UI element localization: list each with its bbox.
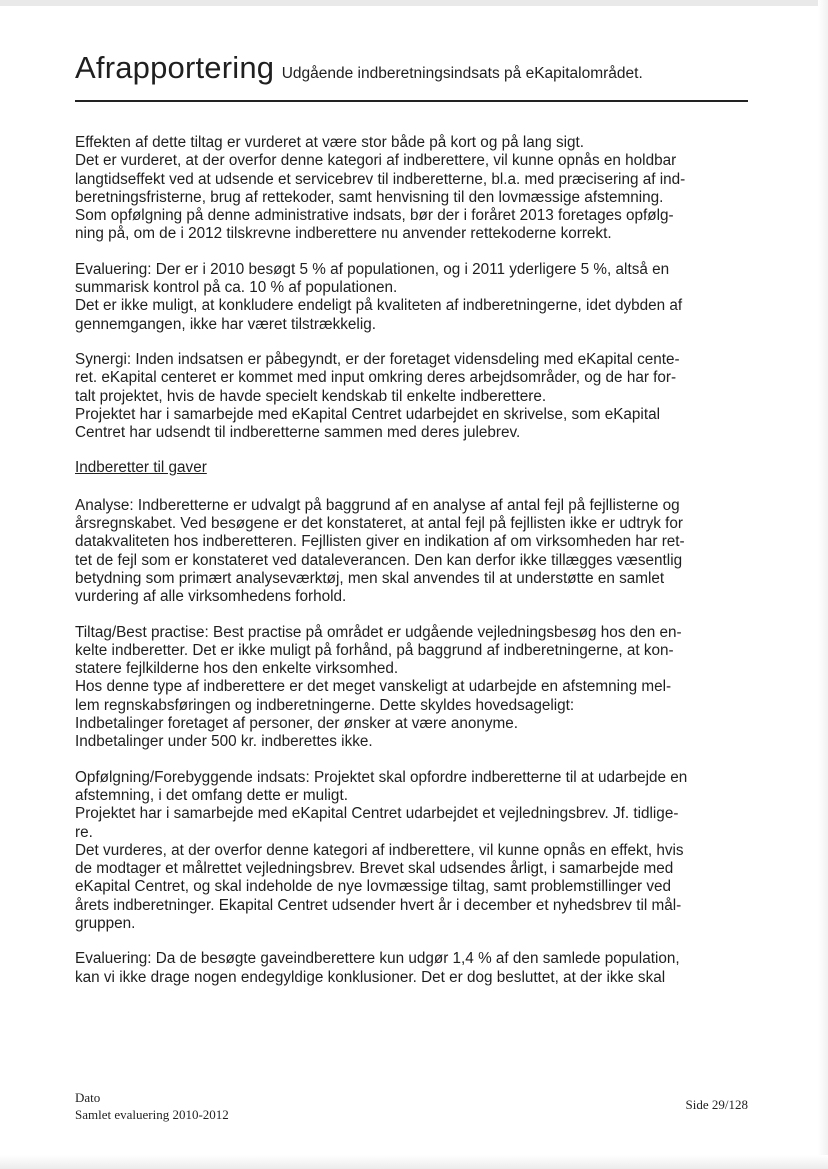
text-line: re. — [75, 823, 93, 841]
text-line: Det er vurderet, at der overfor denne kategori af indberettere, vil kunne opnås en holdbar — [75, 152, 677, 170]
text-line: talt projektet, hvis de havde specielt kendskab til enkelte indberettere. — [75, 387, 547, 405]
paragraph-best-practise — [75, 624, 748, 752]
page-header — [75, 50, 643, 86]
paragraph-effect — [75, 134, 748, 244]
text-line: Evaluering: Da de besøgte gaveindberettere kun udgør 1,4 % af den samlede population, — [75, 950, 680, 968]
text-line: Projektet har i samarbejde med eKapital Centret udarbejdet et vejledningsbrev. Jf. tidlige- — [75, 805, 679, 823]
text-line: vurdering af alle virksomhedens forhold. — [75, 588, 347, 606]
text-line: kan vi ikke drage nogen endegyldige konklusioner. Det er dog besluttet, at der ikke skal — [75, 968, 666, 986]
text-line: årets indberetninger. Ekapital Centret udsender hvert år i december et nyhedsbrev til mål- — [75, 896, 682, 914]
section-heading: Indberetter til gaver — [75, 459, 207, 477]
text-line: Som opfølgning på denne administrative indsats, bør der i foråret 2013 foretages opfølg- — [75, 207, 674, 225]
text-line: Evaluering: Der er i 2010 besøgt 5 % af populationen, og i 2011 yderligere 5 %, altså en — [75, 260, 670, 278]
text-line: Synergi: Inden indsatsen er påbegyndt, er der foretaget vidensdeling med eKapital cente- — [75, 350, 680, 368]
paragraph-follow-up — [75, 769, 748, 934]
text-line: ning på, om de i 2012 tilskrevne indberettere nu anvender rettekoderne korrekt. — [75, 225, 612, 243]
text-line: Hos denne type af indberettere er det meget vanskeligt at udarbejde en afstemning mel- — [75, 678, 672, 696]
text-line: summarisk kontrol på ca. 10 % af populationen. — [75, 279, 398, 297]
text-line: betydning som primært analyseværktøj, men skal anvendes til at understøtte en samlet — [75, 569, 665, 587]
text-line: gennemgangen, ikke har været tilstrækkelig. — [75, 315, 376, 333]
text-line: Effekten af dette tiltag er vurderet at være stor både på kort og på lang sigt. — [75, 134, 585, 151]
text-line: beretningsfristerne, brug af rettekoder, samt henvisning til den lovmæssige afstemning. — [75, 188, 664, 206]
text-line: Opfølgning/Forebyggende indsats: Projektet skal opfordre indberetterne til at udarbejde en — [75, 768, 688, 786]
header-rule — [75, 100, 748, 102]
scan-edge-bottom — [0, 1155, 828, 1169]
text-line: Det vurderes, at der overfor denne kategori af indberettere, vil kunne opnås en effekt, hvis — [75, 841, 684, 859]
text-line: Projektet har i samarbejde med eKapital Centret udarbejdet en skrivelse, som eKapital — [75, 405, 660, 423]
text-line: de modtager et målrettet vejledningsbrev. Brevet skal udsendes årligt, i samarbejde med — [75, 860, 674, 878]
text-line: Indbetalinger foretaget af personer, der ønsker at være anonyme. — [75, 715, 519, 733]
text-line: Centret har udsendt til indberetterne sammen med deres julebrev. — [75, 424, 521, 442]
paragraph-synergy — [75, 351, 748, 442]
footer-page-number: Side 29/128 — [685, 1097, 748, 1112]
document-body — [75, 134, 748, 1004]
text-line: Indbetalinger under 500 kr. indberettes ikke. — [75, 733, 373, 751]
text-line: kelte indberetter. Det er ikke muligt på forhånd, på baggrund af indberetningerne, at kon- — [75, 641, 674, 659]
text-line: Analyse: Indberetterne er udvalgt på baggrund af en analyse af antal fejl på fejllisterne og — [75, 496, 680, 514]
text-line: Det er ikke muligt, at konkludere endeligt på kvaliteten af indberetningerne, idet dybden af — [75, 297, 683, 315]
page-title: Afrapportering — [75, 50, 275, 85]
footer-left — [75, 1089, 229, 1123]
text-line: langtidseffekt ved at udsende et servicebrev til indberetterne, bl.a. med præcisering af ind- — [75, 170, 686, 188]
text-line: datakvaliteten hos indberetteren. Fejllisten giver en indikation af om virksomheden har ret- — [75, 533, 685, 551]
scan-edge-right — [818, 0, 828, 1169]
text-line: tet de fejl som er konstateret ved dataleverancen. Den kan derfor ikke tillægges væsentlig — [75, 551, 683, 569]
text-line: Tiltag/Best practise: Best practise på området er udgående vejledningsbesøg hos den en- — [75, 623, 682, 641]
scan-edge-top — [0, 0, 828, 6]
text-line: gruppen. — [75, 914, 136, 932]
text-line: statere fejlkilderne hos den enkelte virksomhed. — [75, 660, 399, 678]
text-line: eKapital Centret, og skal indeholde de nye lovmæssige tiltag, samt problemstillinger ved — [75, 878, 672, 896]
paragraph-evaluation-2 — [75, 950, 748, 987]
text-line: ret. eKapital centeret er kommet med input omkring deres arbejdsområder, og de har for- — [75, 369, 677, 387]
footer-document-name: Samlet evaluering 2010-2012 — [75, 1107, 229, 1122]
text-line: årsregnskabet. Ved besøgene er det konstateret, at antal fejl på fejllisten ikke er udtryk for — [75, 515, 683, 533]
page-subtitle: Udgående indberetningsindsats på eKapitalområdet. — [281, 65, 643, 82]
paragraph-evaluation-1 — [75, 261, 748, 334]
footer-date-label: Dato — [75, 1090, 101, 1105]
paragraph-analysis — [75, 497, 748, 607]
text-line: afstemning, i det omfang dette er muligt. — [75, 786, 348, 804]
text-line: lem regnskabsføringen og indberetningerne. Dette skyldes hovedsageligt: — [75, 696, 575, 714]
